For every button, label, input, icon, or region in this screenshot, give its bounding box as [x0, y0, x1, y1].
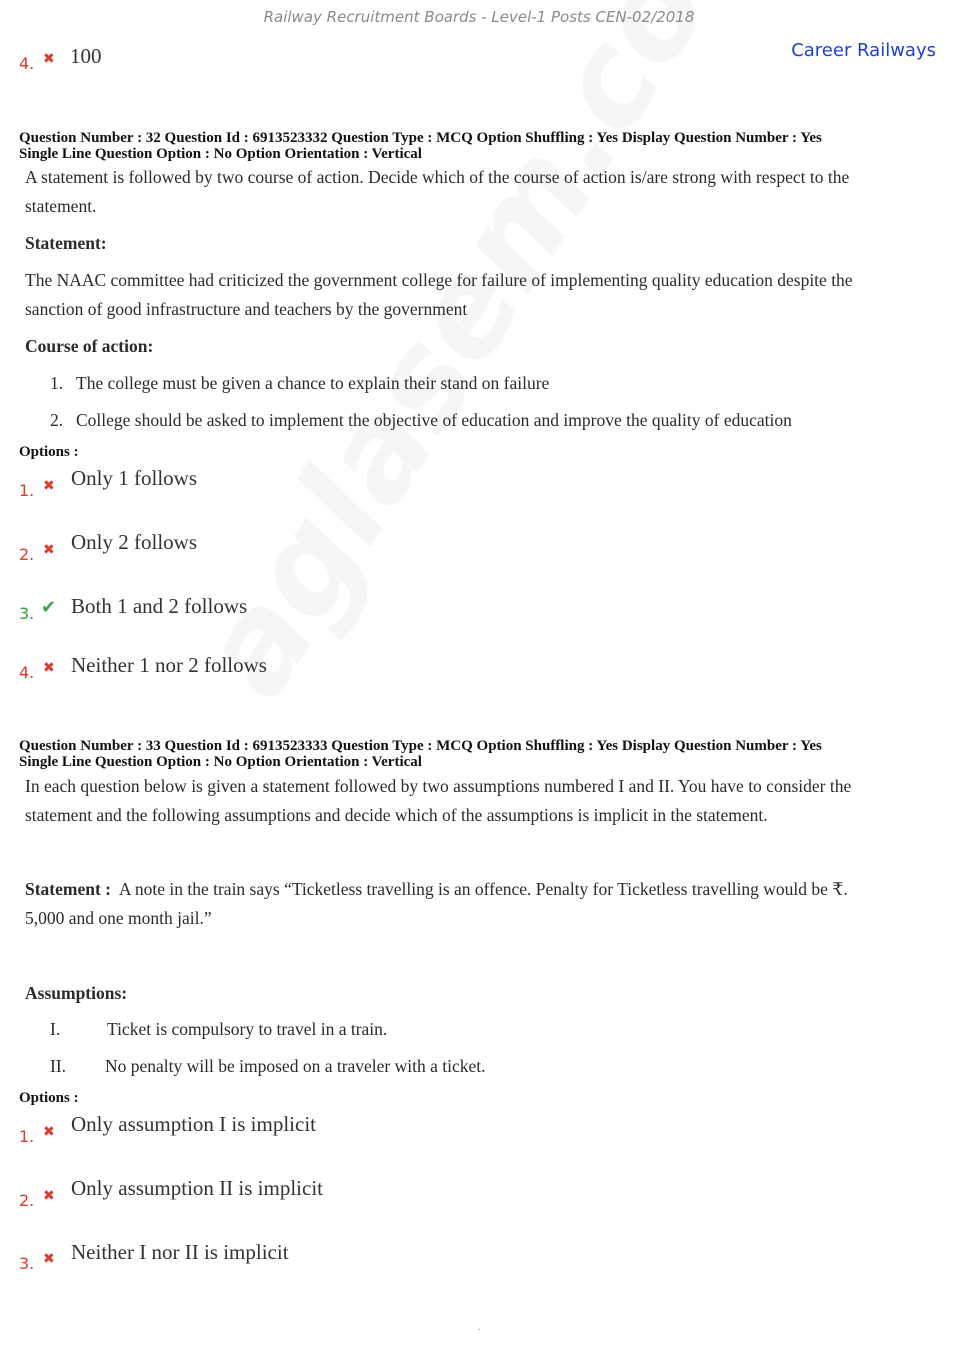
statement-line2: 5,000 and one month jail.”: [25, 908, 212, 928]
page-header-title: Railway Recruitment Boards - Level-1 Posts CEN-02/2018: [263, 8, 695, 26]
cross-icon: ✖: [43, 1251, 55, 1267]
brand-label: Career Railways: [791, 40, 936, 61]
cross-icon: ✖: [43, 542, 55, 558]
statement-text: A note in the train says “Ticketless travelling is an offence. Penalty for Ticketless travelling would be ₹.: [118, 879, 848, 899]
watermark: [170, 0, 810, 721]
assumption-text: Ticket is compulsory to travel in a train.: [107, 1019, 388, 1039]
question-meta-line2: Single Line Question Option : No Option Orientation : Vertical: [19, 754, 422, 770]
question-intro-line1: In each question below is given a statement followed by two assumptions numbered I and II. You have to consider the: [25, 776, 852, 796]
option-number: 3.: [19, 604, 35, 623]
cross-icon: ✖: [43, 478, 55, 494]
options-label: Options :: [19, 444, 79, 460]
statement-line1: [25, 875, 940, 904]
question-intro-line2: statement and the following assumptions and decide which of the assumptions is implicit in the statement.: [25, 805, 768, 825]
assumptions-heading: Assumptions:: [25, 983, 128, 1003]
option-number: 3.: [19, 1254, 35, 1273]
cross-icon: ✖: [43, 1124, 55, 1140]
cross-icon: ✖: [43, 1188, 55, 1204]
assumption-number: I.: [50, 1019, 61, 1039]
option-text: Both 1 and 2 follows: [71, 594, 248, 618]
option-text: Only assumption I is implicit: [71, 1112, 316, 1136]
option-text: Only 1 follows: [71, 466, 197, 490]
action-text: The college must be given a chance to explain their stand on failure: [76, 373, 550, 393]
assumption-text: No penalty will be imposed on a traveler with a ticket.: [105, 1056, 486, 1076]
prev-option-text: 100: [70, 44, 102, 68]
option-text: Only 2 follows: [71, 530, 197, 554]
option-text: Neither 1 nor 2 follows: [71, 653, 267, 677]
question-intro-line2: statement.: [25, 196, 97, 216]
action-number: 2.: [50, 410, 64, 430]
question-intro-line1: A statement is followed by two course of action. Decide which of the course of action is/are strong with respect to the: [25, 167, 850, 187]
statement-line2: sanction of good infrastructure and teachers by the government: [25, 299, 468, 319]
course-of-action-heading: Course of action:: [25, 336, 154, 356]
option-number: 4.: [19, 663, 35, 682]
cross-icon: ✖: [43, 51, 55, 67]
assumption-number: II.: [50, 1056, 67, 1076]
question-meta-line1: Question Number : 32 Question Id : 6913523332 Question Type : MCQ Option Shuffling : Yes Display Question Number : Yes: [19, 130, 822, 146]
option-text: Only assumption II is implicit: [71, 1176, 323, 1200]
question-meta-line1: Question Number : 33 Question Id : 6913523333 Question Type : MCQ Option Shuffling : Yes Display Question Number : Yes: [19, 738, 822, 754]
prev-option-number: 4.: [19, 54, 35, 73]
options-label: Options :: [19, 1090, 79, 1106]
option-number: 1.: [19, 481, 35, 500]
option-text: Neither I nor II is implicit: [71, 1240, 289, 1264]
option-number: 1.: [19, 1127, 35, 1146]
statement-heading: Statement:: [25, 233, 107, 253]
statement-line1: The NAAC committee had criticized the government college for failure of implementing quality education despite the: [25, 270, 853, 290]
check-icon: ✔: [41, 597, 57, 618]
question-meta-line2: Single Line Question Option : No Option Orientation : Vertical: [19, 146, 422, 162]
footer-mark: .: [478, 1322, 481, 1333]
action-number: 1.: [50, 373, 64, 393]
option-number: 2.: [19, 545, 35, 564]
action-text: College should be asked to implement the objective of education and improve the quality of education: [76, 410, 792, 430]
statement-heading: Statement :: [25, 879, 112, 899]
cross-icon: ✖: [43, 660, 55, 676]
option-number: 2.: [19, 1191, 35, 1210]
